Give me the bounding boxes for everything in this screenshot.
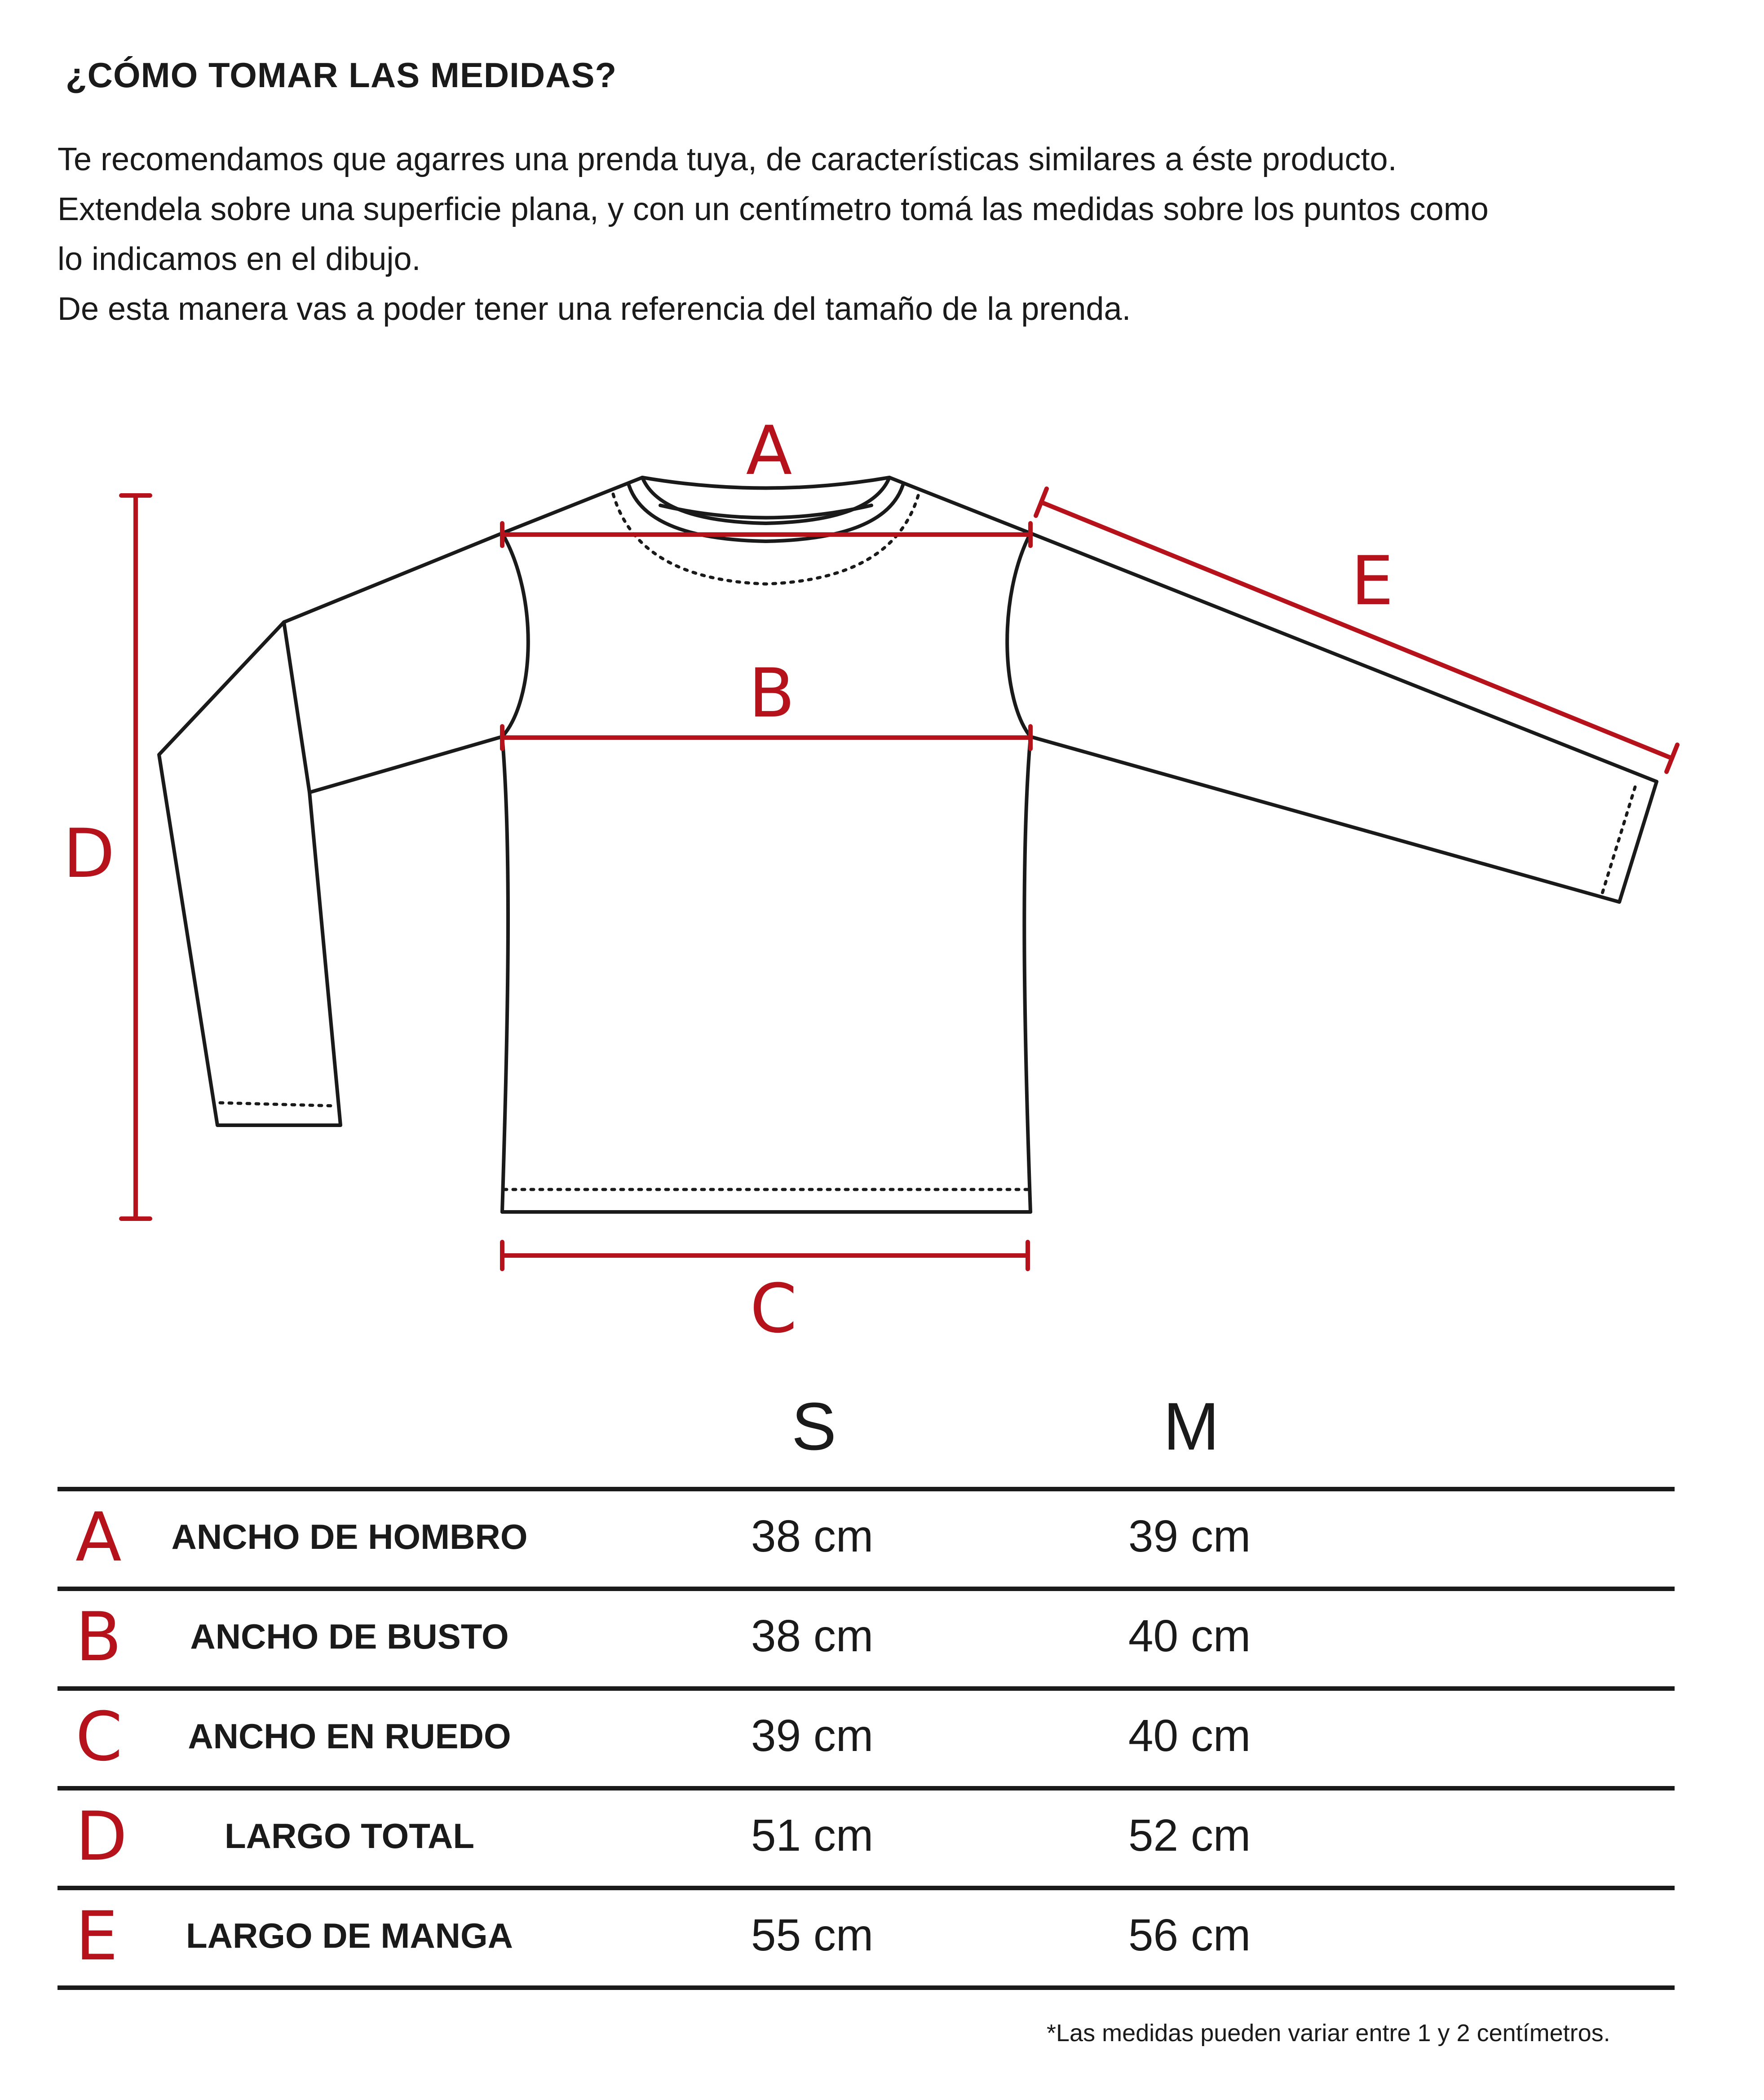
row-letter: C <box>75 1698 123 1776</box>
value-s: 51 cm <box>751 1810 874 1861</box>
footnote: *Las medidas pueden variar entre 1 y 2 centímetros. <box>1047 2020 1610 2047</box>
row-letter: A <box>75 1499 122 1577</box>
table-row <box>57 1587 1675 1686</box>
sweater-outline <box>159 477 1657 1212</box>
left-sleeve-seam <box>284 622 309 792</box>
label-a: A <box>746 412 792 490</box>
row-label: ANCHO DE BUSTO <box>190 1617 509 1656</box>
shoulder-right <box>889 477 1030 533</box>
table-row <box>57 1886 1675 1990</box>
table-row <box>57 1487 1675 1587</box>
table-row <box>57 1686 1675 1786</box>
intro-line: Te recomendamos que agarres una prenda tuya, de características similares a éste producto. <box>57 141 1397 177</box>
label-d: D <box>63 815 115 893</box>
table-row <box>57 1786 1675 1886</box>
row-letter: D <box>75 1798 128 1876</box>
value-s: 55 cm <box>751 1910 874 1960</box>
row-label: LARGO TOTAL <box>224 1816 475 1856</box>
size-table <box>57 1487 1675 1990</box>
right-sleeve <box>1030 533 1657 902</box>
label-c: C <box>750 1270 797 1348</box>
value-m: 56 cm <box>1128 1910 1251 1960</box>
size-header-m: M <box>1163 1388 1220 1464</box>
row-label: LARGO DE MANGA <box>186 1916 513 1955</box>
value-s: 38 cm <box>751 1611 874 1661</box>
value-s: 38 cm <box>751 1511 874 1561</box>
shoulder-left <box>502 477 642 533</box>
measurement-labels <box>63 412 1393 1348</box>
measurement-lines <box>121 489 1677 1269</box>
value-m: 40 cm <box>1128 1611 1251 1661</box>
left-sleeve <box>159 533 502 1125</box>
collar-stitch <box>613 494 919 584</box>
row-label: ANCHO DE HOMBRO <box>171 1517 528 1556</box>
size-header-s: S <box>791 1388 837 1464</box>
row-label: ANCHO EN RUEDO <box>188 1716 511 1756</box>
value-m: 39 cm <box>1128 1511 1251 1561</box>
label-b: B <box>748 654 795 733</box>
left-cuff-stitch <box>220 1103 336 1106</box>
value-s: 39 cm <box>751 1711 874 1761</box>
collar-band-3 <box>660 505 871 518</box>
body-right-side <box>1007 533 1030 1212</box>
row-letter: E <box>75 1897 118 1976</box>
intro-line: lo indicamos en el dibujo. <box>57 241 421 277</box>
right-cuff-stitch <box>1601 787 1635 896</box>
row-letter: B <box>75 1598 122 1676</box>
label-e: E <box>1351 542 1394 620</box>
value-m: 40 cm <box>1128 1711 1251 1761</box>
intro-line: De esta manera vas a poder tener una referencia del tamaño de la prenda. <box>57 291 1131 327</box>
body-left-side <box>502 533 528 1212</box>
intro-line: Extendela sobre una superficie plana, y con un centímetro tomá las medidas sobre los puntos como <box>57 191 1489 227</box>
value-m: 52 cm <box>1128 1810 1251 1861</box>
page-title: ¿CÓMO TOMAR LAS MEDIDAS? <box>66 55 617 95</box>
measure-e-line <box>1041 502 1672 758</box>
